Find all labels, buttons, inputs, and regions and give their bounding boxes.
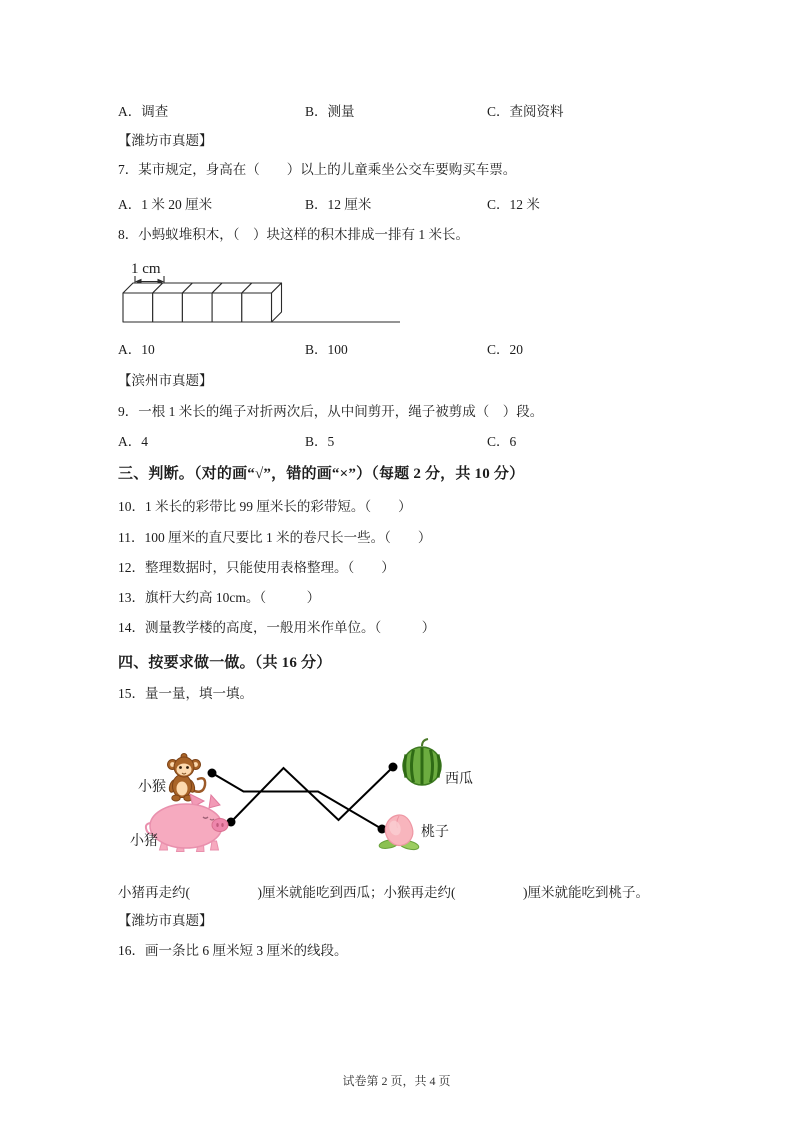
pig-image (146, 794, 228, 852)
question-8-text: 8．小蚂蚁堆积木，（ ）块这样的积木排成一排有 1 米长。 (118, 227, 469, 242)
peach-label: 桃子 (421, 825, 449, 840)
q8-option-b: B．100 (305, 342, 348, 357)
q6-option-c: C．查阅资料 (487, 104, 564, 119)
q8-options-row (118, 340, 684, 360)
monkey-label: 小猴 (138, 780, 166, 795)
connection-dots (208, 763, 398, 834)
connection-lines (212, 767, 393, 829)
watermelon-label: 西瓜 (445, 772, 473, 787)
q7-options-row (118, 195, 684, 215)
q8-option-c: C．20 (487, 342, 524, 357)
question-14-text: 14．测量教学楼的高度，一般用米作单位。（ ） (118, 620, 436, 635)
q6-option-b: B．测量 (305, 104, 355, 119)
q9-option-c: C．6 (487, 434, 517, 449)
watermelon-dot (389, 763, 398, 772)
peach-image (378, 815, 419, 851)
q15-fill-blanks-line: 小猪再走约( )厘米就能吃到西瓜；小猴再走约( )厘米就能吃到桃子。 (118, 885, 649, 900)
q8-cube-diagram (120, 256, 405, 326)
question-10-text: 10．1 米长的彩带比 99 厘米长的彩带短。（ ） (118, 499, 412, 514)
q7-option-b: B．12 厘米 (305, 197, 372, 212)
q6-options-row (118, 102, 684, 122)
question-16-text: 16．画一条比 6 厘米短 3 厘米的线段。 (118, 943, 348, 958)
monkey-dot (208, 769, 217, 778)
question-15-text: 15．量一量，填一填。 (118, 686, 253, 701)
q6-option-a: A．调查 (118, 104, 169, 119)
q15-figure (118, 733, 678, 863)
page-footer: 试卷第 2 页，共 4 页 (342, 1074, 451, 1088)
source-tag-weifang-1: 【潍坊市真题】 (118, 133, 213, 148)
monkey-image (168, 754, 206, 802)
question-9-text: 9．一根 1 米长的绳子对折两次后，从中间剪开，绳子被剪成（ ）段。 (118, 404, 544, 419)
question-12-text: 12．整理数据时，只能使用表格整理。（ ） (118, 560, 395, 575)
watermelon-image (403, 739, 441, 785)
q9-options-row (118, 432, 684, 452)
q7-option-a: A．1 米 20 厘米 (118, 197, 213, 212)
q9-option-a: A．4 (118, 434, 148, 449)
q7-option-c: C．12 米 (487, 197, 540, 212)
section-4-heading: 四、按要求做一做。（共 16 分） (118, 655, 332, 671)
q8-option-a: A．10 (118, 342, 155, 357)
source-tag-binzhou: 【滨州市真题】 (118, 373, 213, 388)
question-13-text: 13．旗杆大约高 10cm。（ ） (118, 590, 321, 605)
q9-option-b: B．5 (305, 434, 335, 449)
section-3-heading: 三、判断。（对的画“√”，错的画“×”）（每题 2 分，共 10 分） (118, 466, 525, 482)
cube-row (123, 283, 282, 322)
source-tag-weifang-2: 【潍坊市真题】 (118, 913, 213, 928)
pig-label: 小猪 (130, 834, 158, 849)
diagram-1cm-label: 1 cm (131, 261, 161, 277)
question-11-text: 11．100 厘米的直尺要比 1 米的卷尺长一些。（ ） (118, 530, 432, 545)
question-7-text: 7．某市规定，身高在（ ）以上的儿童乘坐公交车要购买车票。 (118, 162, 517, 177)
